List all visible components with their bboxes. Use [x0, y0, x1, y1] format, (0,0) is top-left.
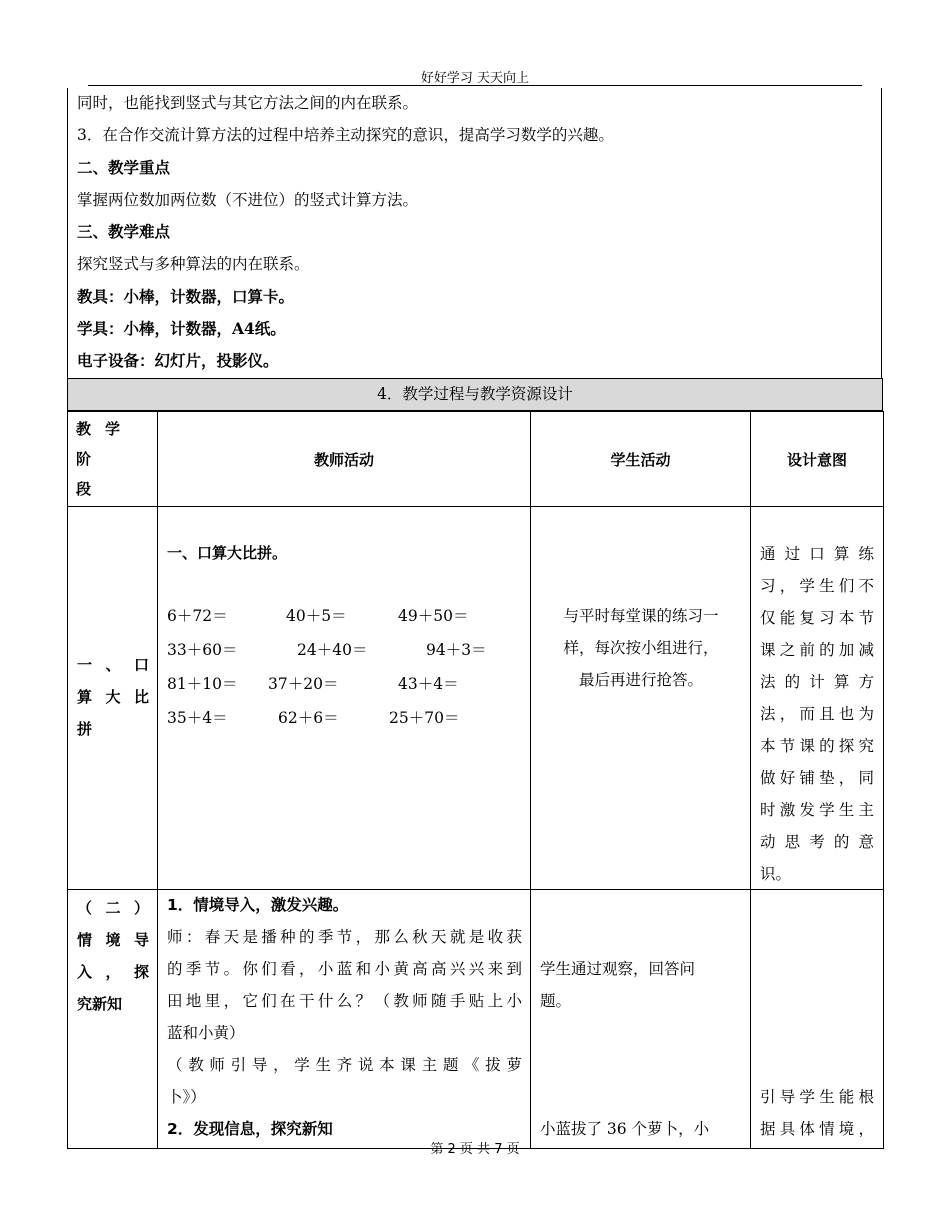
design-intent-cell: 引导学生能根 据具体情境， [751, 890, 884, 1149]
problem: 33＋60＝ [167, 641, 238, 659]
problem: 49＋50＝ [398, 607, 469, 625]
design-intent-cell: 通过口算练 习，学生们不 仅能复习本节 课之前的加减 法的计算方 法，而且也为 本节课的探究 做好铺垫，同 时激发学生主 动思考的意 识。 [751, 507, 884, 890]
table-row [68, 507, 884, 890]
step-heading: 2．发现信息，探究新知 [167, 1120, 333, 1138]
header-design-intent: 设计意图 [751, 412, 884, 507]
header-rule [88, 85, 862, 86]
electronic-devices: 电子设备：幻灯片，投影仪。 [77, 351, 279, 370]
problem: 43＋4＝ [398, 675, 459, 693]
student-activity-cell: 学生通过观察，回答问 题。 小蓝拔了 36 个萝卜，小 [531, 890, 751, 1149]
problem: 35＋4＝ [167, 709, 228, 727]
key-points-text: 掌握两位数加两位数（不进位）的竖式计算方法。 [77, 191, 419, 209]
problem: 81＋10＝ [167, 675, 238, 693]
table-header-row [68, 412, 884, 507]
objectives-box [67, 88, 882, 378]
lesson-table [67, 411, 884, 1149]
teacher-activity-title: 一、口算大比拼。 [167, 544, 288, 562]
header-student-activity: 学生活动 [531, 412, 751, 507]
teacher-activity-cell [158, 507, 531, 890]
stage-cell: 一、口 算大比 拼 [68, 507, 158, 890]
teaching-aids: 教具：小棒，计数器，口算卡。 [77, 287, 295, 306]
objective-line: 同时，也能找到竖式与其它方法之间的内在联系。 [77, 94, 419, 112]
stage-cell: （二） 情境导 入，探 究新知 [68, 890, 158, 1149]
section-heading-key-points: 二、教学重点 [77, 158, 171, 177]
header-teacher-activity: 教师活动 [158, 412, 531, 507]
header-stage: 教学阶 段 [68, 412, 158, 507]
table-row [68, 890, 884, 1149]
teacher-activity-cell: 1．情境导入，激发兴趣。 师：春天是播种的季节，那么秋天就是收获 的季节。你们看，小蓝和小黄高高兴兴来到 田地里，它们在干什么？（教师随手贴上小 蓝和小黄） （教师引导，学生齐说本课主题《拔萝 卜》） 2．发现信息，探究新知 [158, 890, 531, 1149]
problem: 37＋20＝ [268, 675, 339, 693]
section-banner: 4．教学过程与教学资源设计 [67, 378, 883, 411]
student-activity-cell: 与平时每堂课的练习一 样，每次按小组进行， 最后再进行抢答。 [531, 507, 751, 890]
objective-line: 3．在合作交流计算方法的过程中培养主动探究的意识，提高学习数学的兴趣。 [77, 126, 614, 144]
page-footer: 第 2 页 共 7 页 [430, 1142, 520, 1157]
problem: 40＋5＝ [286, 607, 347, 625]
page-header: 好好学习 天天向上 [420, 71, 530, 86]
step-heading: 1．情境导入，激发兴趣。 [167, 896, 349, 914]
problem: 24＋40＝ [297, 641, 368, 659]
problem: 25＋70＝ [389, 709, 460, 727]
section-heading-difficulties: 三、教学难点 [77, 222, 171, 241]
problem: 62＋6＝ [278, 709, 339, 727]
problem: 94＋3＝ [426, 641, 487, 659]
problem: 6＋72＝ [167, 607, 228, 625]
difficulties-text: 探究竖式与多种算法的内在联系。 [77, 255, 310, 273]
learning-aids: 学具：小棒，计数器，A4纸。 [77, 319, 286, 338]
